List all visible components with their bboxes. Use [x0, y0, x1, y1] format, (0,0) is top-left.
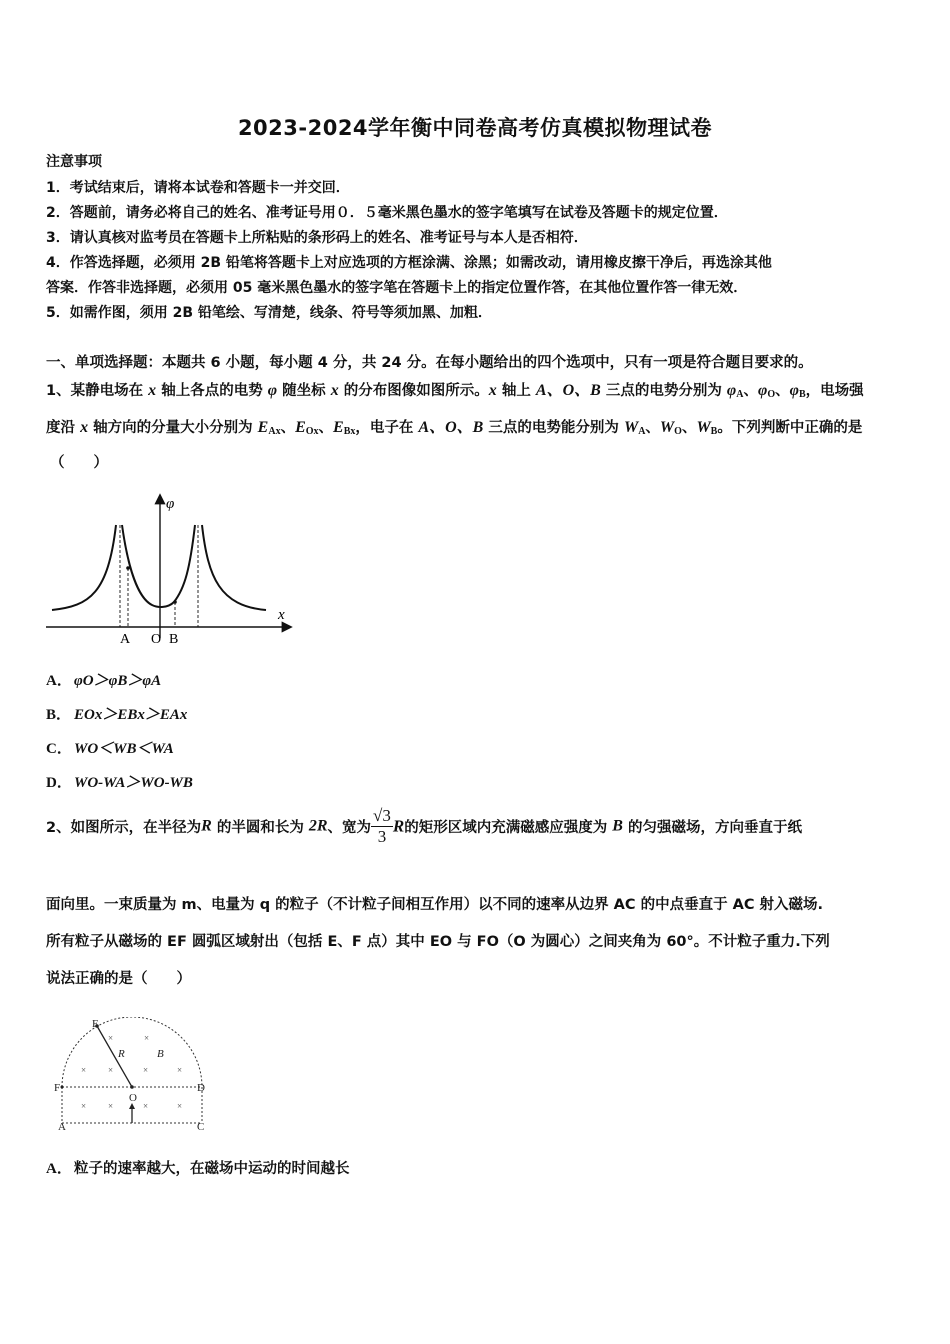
tick-label-O: O	[151, 632, 162, 647]
svg-text:×: ×	[81, 1065, 87, 1075]
q1-potential-graph	[40, 488, 300, 650]
radius-label: R	[118, 1048, 125, 1060]
notice-item-3: 3．请认真核对监考员在答题卡上所粘贴的条形码上的姓名、准考证号与本人是否相符．	[46, 230, 588, 246]
notice-heading: 注意事项	[46, 154, 102, 170]
x-axis-label: x	[278, 607, 285, 623]
point-label-E: E	[92, 1018, 99, 1030]
point-label-F: F	[54, 1082, 61, 1094]
q2-magnetic-field-figure	[52, 1017, 217, 1135]
tick-label-B: B	[169, 632, 179, 647]
notice-item-5: 5．如需作图，须用 2B 铅笔绘、写清楚，线条、符号等须加黑、加粗．	[46, 305, 492, 321]
q1-stem-line2: 度沿 x 轴方向的分量大小分别为 $E_{Ax}$、$E_{Ox}$、$E_{Bx}$，电子在 A、O、B 三点的电势能分别为 $W_A$、$W_O$、$W_B$。下列判断中正确的是	[46, 419, 863, 437]
svg-text:×: ×	[144, 1033, 150, 1043]
svg-text:×: ×	[81, 1101, 87, 1111]
notice-item-2: 2．答题前，请务必将自己的姓名、准考证号用０．５毫米黑色墨水的签字笔填写在试卷及答题卡的规定位置．	[46, 205, 728, 221]
notice-item-1: 1．考试结束后，请将本试卷和答题卡一并交回．	[46, 180, 350, 196]
notice-item-4: 4．作答选择题，必须用 2B 铅笔将答题卡上对应选项的方框涂满、涂黑；如需改动，请用橡皮擦干净后，再选涂其他	[46, 255, 772, 271]
point-label-C: C	[197, 1121, 205, 1133]
svg-text:×: ×	[177, 1065, 183, 1075]
q2-stem-line2: 面向里。一束质量为 m、电量为 q 的粒子（不计粒子间相互作用）以不同的速率从边界 AC 的中点垂直于 AC 射入磁场.	[46, 897, 824, 913]
fraction-sqrt3-over-3: $\frac{√3}{3}$	[373, 806, 391, 846]
q2-stem-line1: 2、如图所示，在半径为R 的半圆和长为 2R、宽为 $\frac{√3}{3}$ R的矩形区域内充满磁感应强度为 B 的匀强磁场，方向垂直于纸	[46, 806, 803, 846]
svg-text:×: ×	[108, 1101, 114, 1111]
y-axis-label: φ	[166, 496, 175, 512]
q1-option-c[interactable]: C． WO＜WB＜WA	[46, 741, 174, 757]
q1-answer-blank: （ ）	[50, 455, 108, 471]
q2-option-a[interactable]: A． 粒子的速率越大，在磁场中运动的时间越长	[46, 1161, 350, 1177]
q1-option-a[interactable]: A． φO＞φB＞φA	[46, 673, 162, 689]
svg-text:×: ×	[143, 1101, 149, 1111]
q1-option-b[interactable]: B． EOx＞EBx＞EAx	[46, 707, 188, 723]
field-label: B	[157, 1048, 164, 1060]
tick-label-A: A	[120, 632, 131, 647]
point-label-O: O	[129, 1092, 137, 1104]
page-title: 2023-2024学年衡中同卷高考仿真模拟物理试卷	[237, 116, 713, 140]
q1-option-d[interactable]: D． WO-WA＞WO-WB	[46, 775, 193, 791]
point-label-D: D	[197, 1082, 205, 1094]
svg-text:×: ×	[177, 1101, 183, 1111]
q1-stem-line1: 1、某静电场在 x 轴上各点的电势 φ 随坐标 x 的分布图像如图所示。x 轴上 A、O、B 三点的电势分别为 $\varphi_A$、$\varphi_O$、$\varphi_B$，电场强	[46, 382, 864, 400]
notice-item-4-cont: 答案．作答非选择题，必须用 05 毫米黑色墨水的签字笔在答题卡上的指定位置作答，在其他位置作答一律无效．	[46, 280, 748, 296]
point-label-A: A	[58, 1121, 66, 1133]
svg-text:×: ×	[108, 1033, 114, 1043]
section-heading: 一、单项选择题：本题共 6 小题，每小题 4 分，共 24 分。在每小题给出的四个选项中，只有一项是符合题目要求的。	[46, 355, 813, 371]
svg-text:×: ×	[108, 1065, 114, 1075]
svg-text:×: ×	[143, 1065, 149, 1075]
q2-stem-line4: 说法正确的是（ ）	[46, 971, 191, 987]
q2-stem-line3: 所有粒子从磁场的 EF 圆弧区域射出（包括 E、F 点）其中 EO 与 FO（O 为圆心）之间夹角为 60°。不计粒子重力.下列	[46, 934, 830, 950]
